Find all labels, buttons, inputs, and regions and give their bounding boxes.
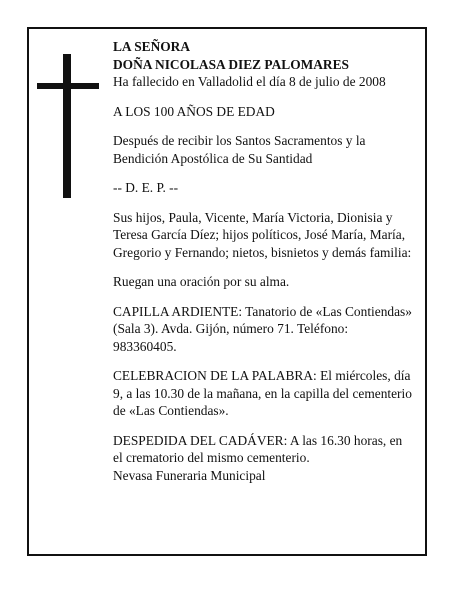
death-announcement: Ha fallecido en Valladolid el día 8 de julio de 2008 [113,74,386,89]
cross-vertical-bar [63,54,71,198]
rip-line: -- D. E. P. -- [113,180,179,195]
age-line: A LOS 100 AÑOS DE EDAD [113,103,275,119]
notice-text [113,38,425,484]
farewell-paragraph: DESPEDIDA DEL CADÁVER: A las 16.30 horas, en el crematorio del mismo cementerio. [113,432,403,465]
cross-icon [37,54,99,198]
cross-horizontal-bar [37,83,99,89]
family-paragraph: Sus hijos, Paula, Vicente, María Victoria, Dionisia y Teresa García Díez; hijos políticos, José María, María, Gregorio y Fernando; nietos, bisnietos y demás familia: [113,209,412,260]
funeral-home: Nevasa Funeraria Municipal [113,467,266,483]
deceased-name: DOÑA NICOLASA DIEZ PALOMARES [113,56,349,72]
celebration-paragraph: CELEBRACION DE LA PALABRA: El miércoles, día 9, a las 10.30 de la mañana, en la capilla del cementerio de «Las Contiendas». [113,368,412,418]
title-line-1: LA SEÑORA [113,39,191,54]
chapel-paragraph: CAPILLA ARDIENTE: Tanatorio de «Las Contiendas» (Sala 3). Avda. Gijón, número 71. Teléfono: 983360405. [113,303,412,354]
sacraments-paragraph: Después de recibir los Santos Sacramentos y la Bendición Apostólica de Su Santidad [113,133,366,166]
prayer-line: Ruegan una oración por su alma. [113,274,290,289]
